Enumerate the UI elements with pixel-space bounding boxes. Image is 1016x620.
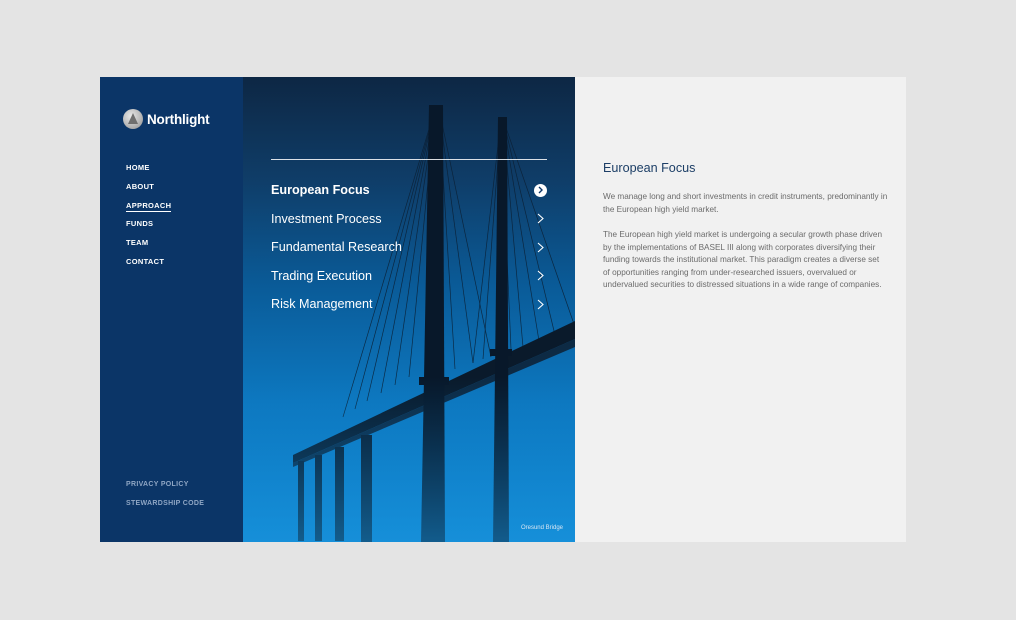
brand-name: Northlight [147,111,210,127]
chevron-right-icon [533,212,547,226]
nav-item-team[interactable]: TEAM [126,238,149,248]
approach-item-fundamental-research[interactable]: Fundamental Research [271,233,547,262]
nav-item-contact[interactable]: CONTACT [126,256,165,266]
nav-item-about[interactable]: ABOUT [126,181,155,191]
logo[interactable] [123,109,209,129]
nav-item-approach[interactable]: APPROACH [126,200,172,210]
hero-image-panel [243,77,575,542]
chevron-right-icon [533,269,547,283]
privacy-policy-link[interactable]: PRIVACY POLICY [126,481,189,488]
chevron-right-icon [533,297,547,311]
approach-item-trading-execution[interactable]: Trading Execution [271,262,547,291]
content-paragraph-1: We manage long and short investments in credit instruments, predominantly in the European high yield market. [603,192,888,214]
main-nav [126,163,171,276]
approach-menu [271,176,547,319]
northlight-logo-icon [123,109,143,129]
approach-item-risk-management[interactable]: Risk Management [271,290,547,319]
stewardship-code-link[interactable]: STEWARDSHIP CODE [126,500,205,507]
nav-item-funds[interactable]: FUNDS [126,219,154,229]
approach-item-investment-process[interactable]: Investment Process [271,205,547,234]
menu-divider [271,159,547,160]
content-paragraph-2: The European high yield market is undergoing a secular growth phase driven by the implementations of BASEL III along with corporates diversifying their funding towards the institutional market. This paradigm creates a diverse set of opportunities ranging from under-researched issuers, overvalued or undervalued securities to distressed situations in a wide range of companies. [603,230,882,289]
nav-item-home[interactable]: HOME [126,163,150,172]
site-frame [100,77,906,542]
sidebar [100,77,243,542]
content-title: European Focus [603,161,696,175]
footer-links [126,480,204,518]
approach-item-european-focus[interactable]: European Focus [271,176,547,205]
content-panel [575,77,906,542]
chevron-right-icon [533,240,547,254]
chevron-circle-right-icon [534,184,547,197]
image-caption: Oresund Bridge [520,525,563,531]
